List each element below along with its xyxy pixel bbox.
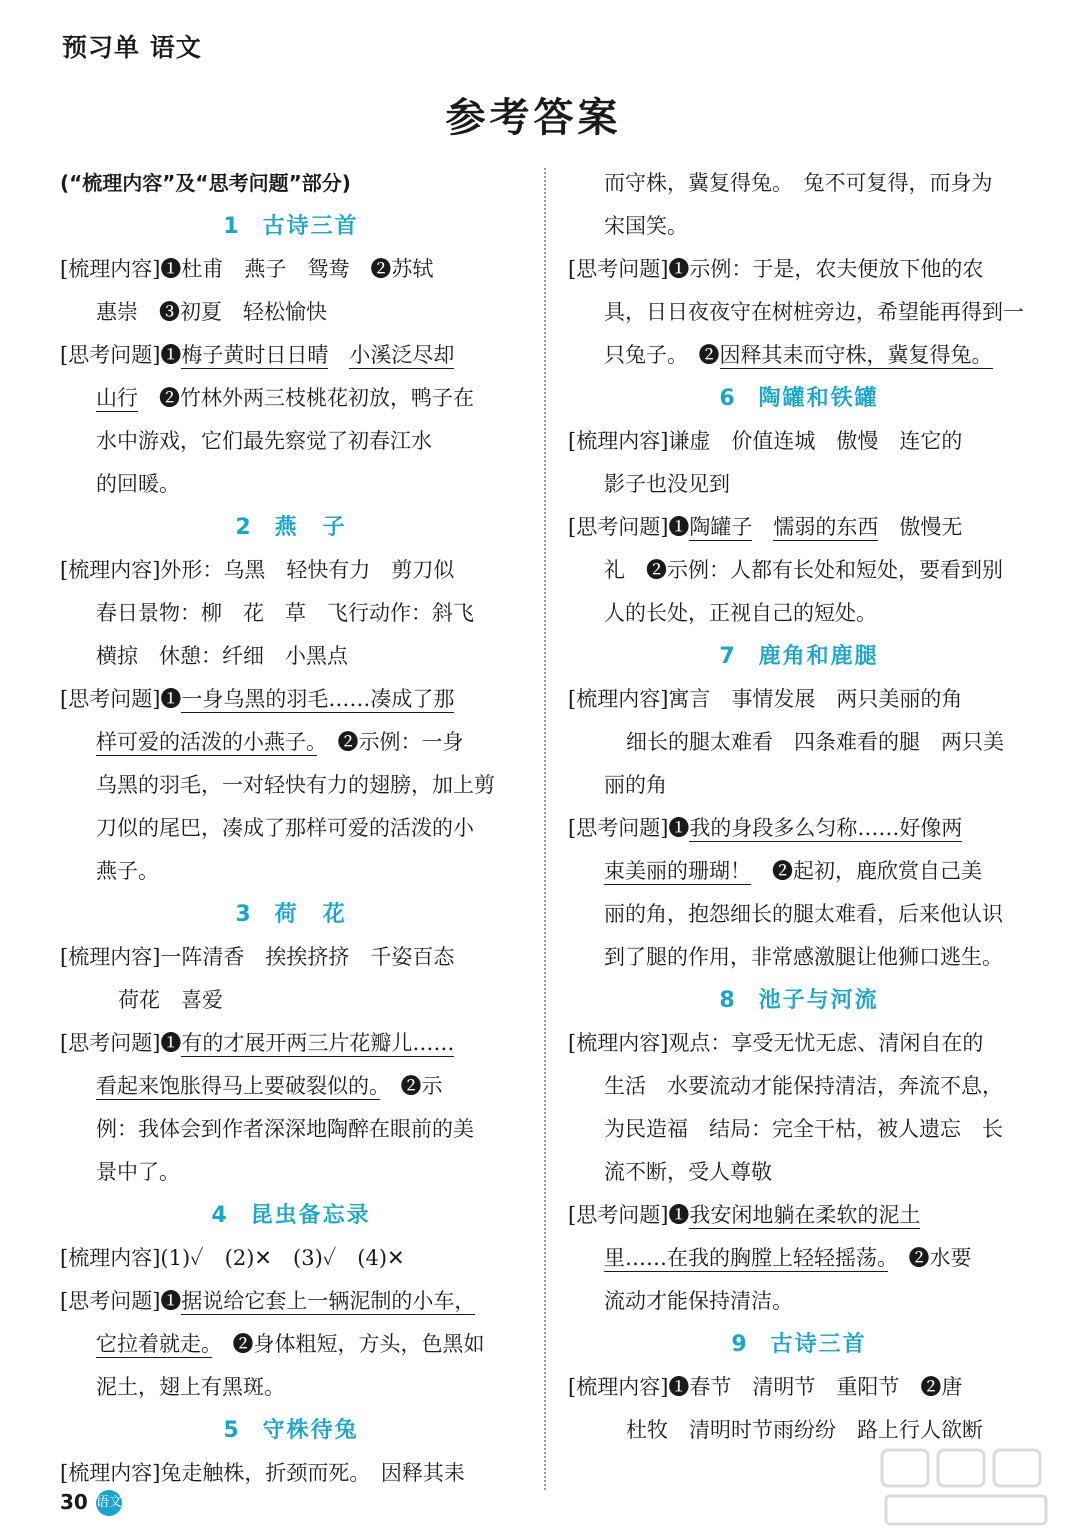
answer-line: [思考问题]❶一身乌黑的羽毛……凑成了那	[60, 687, 455, 711]
answer-line: 影子也没见到	[604, 472, 730, 496]
subject-logo-icon: 语文	[96, 1490, 122, 1516]
answer-line: 乌黑的羽毛，一对轻快有力的翅膀，加上剪	[96, 773, 495, 797]
page-number: 30	[60, 1490, 88, 1514]
underlined-answer: 它拉着就走。	[96, 1332, 212, 1356]
answer-line: [思考问题]❶梅子黄时日日晴 小溪泛尽却	[60, 343, 455, 367]
answer-line: 燕子。	[96, 859, 159, 883]
answer-line: 样可爱的活泼的小燕子。 ❷示例：一身	[96, 730, 464, 754]
underlined-answer: 懦弱的东西	[773, 515, 879, 539]
section-heading-5: 5 守株待兔	[223, 1418, 359, 1443]
underlined-answer: 山行	[96, 386, 138, 410]
underlined-answer: 我安闲地躺在柔软的泥土	[689, 1203, 921, 1227]
answer-line: [梳理内容]外形：乌黑 轻快有力 剪刀似	[60, 558, 455, 582]
answer-line: 春日景物：柳 花 草 飞行动作：斜飞	[96, 601, 474, 625]
answer-line: 杜牧 清明时节雨纷纷 路上行人欲断	[626, 1418, 983, 1442]
answer-line: 泥土，翅上有黑斑。	[96, 1375, 285, 1399]
answer-line: [思考问题]❶陶罐子 懦弱的东西 傲慢无	[568, 515, 963, 539]
answer-line: 而守株，冀复得兔。 兔不可复得，而身为	[604, 171, 993, 195]
intro-note: (“梳理内容”及“思考问题”部分)	[60, 171, 351, 195]
answer-line: [思考问题]❶示例：于是，农夫便放下他的农	[568, 257, 984, 281]
answer-line: [梳理内容]兔走触株，折颈而死。 因释其耒	[60, 1461, 465, 1485]
underlined-answer: 小溪泛尽却	[349, 343, 455, 367]
section-heading-2: 2 燕 子	[235, 515, 347, 540]
answer-line: 具，日日夜夜守在树桩旁边，希望能再得到一	[604, 300, 1024, 324]
answer-line: 刀似的尾巴，凑成了那样可爱的活泼的小	[96, 816, 474, 840]
section-heading-9: 9 古诗三首	[731, 1332, 867, 1357]
answer-line: 看起来饱胀得马上要破裂似的。 ❷示	[96, 1074, 443, 1098]
answer-line: 流动才能保持清洁。	[604, 1289, 793, 1313]
answer-line: 水中游戏，它们最先察觉了初春江水	[96, 429, 432, 453]
section-heading-4: 4 昆虫备忘录	[211, 1203, 371, 1228]
section-heading-8: 8 池子与河流	[719, 988, 879, 1013]
running-header: 预习单 语文	[62, 33, 202, 62]
answer-line: 横掠 休憩：纤细 小黑点	[96, 644, 348, 668]
answer-line: [梳理内容]❶杜甫 燕子 鸳鸯 ❷苏轼	[60, 257, 434, 281]
column-divider	[544, 168, 546, 1490]
answer-line: 到了腿的作用，非常感激腿让他狮口逃生。	[604, 945, 1003, 969]
underlined-answer: 梅子黄时日日晴	[181, 343, 329, 367]
underlined-answer: 有的才展开两三片花瓣儿……	[181, 1031, 455, 1055]
underlined-answer: 样可爱的活泼的小燕子。	[96, 730, 317, 754]
answer-line: 流不断，受人尊敬	[604, 1160, 772, 1184]
answer-line: 生活 水要流动才能保持清洁，奔流不息，	[604, 1074, 1003, 1098]
underlined-answer: 束美丽的珊瑚！	[604, 859, 751, 883]
underlined-answer: 据说给它套上一辆泥制的小车，	[181, 1289, 476, 1313]
answer-line: 细长的腿太难看 四条难看的腿 两只美	[626, 730, 1004, 754]
answer-line: [梳理内容](1)✓ (2)✕ (3)✓ (4)✕	[60, 1246, 405, 1270]
answer-line: 束美丽的珊瑚！ ❷起初，鹿欣赏自己美	[604, 859, 982, 883]
underlined-answer: 看起来饱胀得马上要破裂似的。	[96, 1074, 380, 1098]
answer-line: 为民造福 结局：完全干枯，被人遗忘 长	[604, 1117, 1003, 1141]
answer-line: [思考问题]❶据说给它套上一辆泥制的小车，	[60, 1289, 476, 1313]
answer-line: 人的长处，正视自己的短处。	[604, 601, 877, 625]
answer-line: [梳理内容]一阵清香 挨挨挤挤 千姿百态	[60, 945, 455, 969]
section-heading-1: 1 古诗三首	[223, 214, 359, 239]
underlined-answer: 因释其耒而守株，冀复得兔。	[719, 343, 993, 367]
answer-line: 惠崇 ❸初夏 轻松愉快	[96, 300, 327, 324]
answer-line: 景中了。	[96, 1160, 180, 1184]
answer-line: [梳理内容]寓言 事情发展 两只美丽的角	[568, 687, 963, 711]
answer-line: 荷花 喜爱	[118, 988, 223, 1012]
answer-line: 山行 ❷竹林外两三枝桃花初放，鸭子在	[96, 386, 474, 410]
answer-line: [梳理内容]❶春节 清明节 重阳节 ❷唐	[568, 1375, 963, 1399]
right-column	[568, 162, 1030, 1452]
underlined-answer: 我的身段多么匀称……好像两	[689, 816, 963, 840]
answer-line: [梳理内容]观点：享受无忧无虑、清闲自在的	[568, 1031, 984, 1055]
answer-line: 只兔子。 ❷因释其耒而守株，冀复得兔。	[604, 343, 993, 367]
watermark-icon	[876, 1444, 1056, 1530]
answer-line: 丽的角	[604, 773, 667, 797]
answer-line: 例：我体会到作者深深地陶醉在眼前的美	[96, 1117, 474, 1141]
answer-line: 宋国笑。	[604, 214, 688, 238]
answer-line: 的回暖。	[96, 472, 180, 496]
page-title: 参考答案	[445, 94, 622, 141]
answer-line: 它拉着就走。 ❷身体粗短，方头，色黑如	[96, 1332, 485, 1356]
section-heading-7: 7 鹿角和鹿腿	[719, 644, 879, 669]
answer-line: [梳理内容]谦虚 价值连城 傲慢 连它的	[568, 429, 963, 453]
section-heading-6: 6 陶罐和铁罐	[719, 386, 879, 411]
answer-line: 里……在我的胸膛上轻轻摇荡。 ❷水要	[604, 1246, 972, 1270]
answer-line: 礼 ❷示例：人都有长处和短处，要看到别	[604, 558, 1003, 582]
answer-line: [思考问题]❶有的才展开两三片花瓣儿……	[60, 1031, 455, 1055]
underlined-answer: 一身乌黑的羽毛……凑成了那	[181, 687, 455, 711]
underlined-answer: 陶罐子	[689, 515, 753, 539]
underlined-answer: 里……在我的胸膛上轻轻摇荡。	[604, 1246, 888, 1270]
answer-line: 丽的角，抱怨细长的腿太难看，后来他认识	[604, 902, 1003, 926]
answer-line: [思考问题]❶我安闲地躺在柔软的泥土	[568, 1203, 921, 1227]
section-heading-3: 3 荷 花	[235, 902, 347, 927]
answer-line: [思考问题]❶我的身段多么匀称……好像两	[568, 816, 963, 840]
left-column	[60, 162, 522, 1495]
